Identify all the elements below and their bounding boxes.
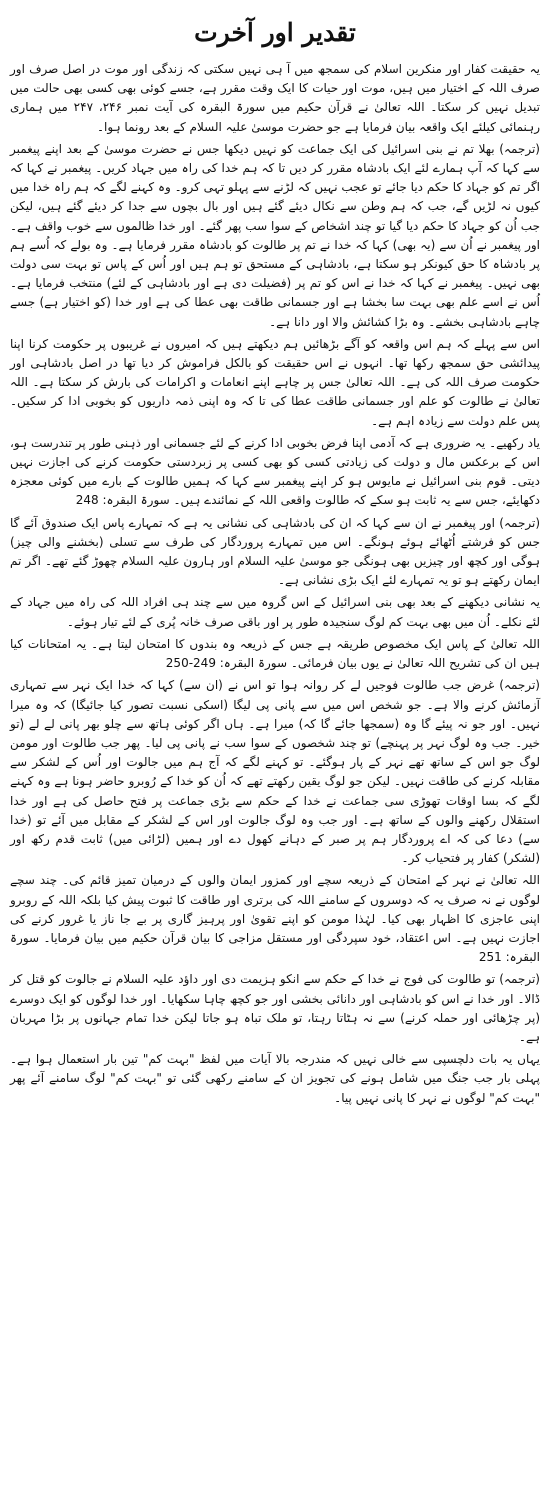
paragraph: اس سے پہلے کہ ہم اس واقعہ کو آگے بڑھائیں ہم دیکھتے ہیں کہ امیروں نے غریبوں پر حکومت کرنا اپنا پیدائشی حق سمجھ رکھا تھا۔ انہوں نے اس حقیقت کو بالکل فراموش کر دیا تھا در اصل بادشاہی اور حکومت صرف اللہ کی ہے۔ اللہ تعالیٰ جس پر چاہے اپنے انعامات و اکرامات کی بارش کر سکتا ہے۔ اللہ تعالیٰ نے طالوت کو علم اور جسمانی طاقت عطا کی تا کہ وہ اپنی ذمہ داریوں کو بخوبی ادا کر سکیں۔ پس علم دولت سے زیادہ اہم ہے۔ — [10, 336, 540, 428]
paragraph: یاد رکھیے۔ یہ ضروری ہے کہ آدمی اپنا فرض بخوبی ادا کرنے کے لئے جسمانی اور ذہنی طور پر تندرست ہو، اس کے برعکس مال و دولت کی زیادتی کسی کو بھی کسی پر زبردستی حکومت کرنے کی اجازت نہیں دیتی۔ قوم بنی اسرائیل نے مایوس ہو کر اپنے پیغمبر سے کہا کہ ہمیں طالوت کے بارے میں کوئی معجزہ دکھایئے، جس سے یہ ثابت ہو سکے کہ طالوت واقعی اللہ کے نمائندے ہیں۔ سورۃ البقرہ: 248 — [10, 435, 540, 508]
paragraph: (ترجمہ) تو طالوت کی فوج نے خدا کے حکم سے انکو ہزیمت دی اور داؤد علیہ السلام نے جالوت کو قتل کر ڈالا۔ اور خدا نے اس کو بادشاہی اور دانائی بخشی اور جو کچھ چاہا سکھایا۔ اور خدا لوگوں کو ایک دوسرے (پر چڑھائی اور حملہ کرنے) سے نہ ہٹاتا رہتا، تو ملک تباہ ہو جاتا لیکن خدا تمام جہانوں پر بڑا مہربان ہے۔ — [10, 972, 540, 1044]
paragraph: اللہ تعالیٰ کے پاس ایک مخصوص طریقہ ہے جس کے ذریعہ وہ بندوں کا امتحان لیتا ہے۔ یہ امتحانات کیا ہیں ان کی تشریح اللہ تعالیٰ نے یوں بیان فرمائی۔ سورۃ البقرہ: 249-250 — [10, 636, 540, 671]
paragraph: یہ نشانی دیکھنے کے بعد بھی بنی اسرائیل کے اس گروہ میں سے چند ہی افراد اللہ کی راہ میں جہاد کے لئے نکلے۔ اُن میں بھی بہت کم لوگ سنجیدہ طور پر اور باقی صرف خانہ پُری کے لئے تیار ہوئے۔ — [10, 595, 540, 629]
paragraph: یہاں یہ بات دلچسپی سے خالی نہیں کہ مندرجہ بالا آیات میں لفظ "بہت کم" تین بار استعمال ہوا ہے۔ پہلی بار جب جنگ میں شامل ہونے کی تجویز ان کے سامنے رکھی گئی تو "بہت کم" لوگ سامنے آئے پھر "بہت کم" لوگوں نے نہر کا پانی نہیں پیا۔ — [10, 1052, 540, 1105]
paragraph: یہ حقیقت کفار اور منکرین اسلام کی سمجھ میں آ ہی نہیں سکتی کہ زندگی اور موت در اصل صرف اور صرف اللہ کے اختیار میں ہیں، موت اور حیات کا ایک وقت مقرر ہے، جسے کوئی بھی کسی بھی حالت میں تبدیل نہیں کر سکتا۔ اللہ تعالیٰ نے قرآن حکیم میں سورۃ البقرہ کی آیت نمبر ۲۴۶، ۲۴۷ میں ہماری رہنمائی کیلئے ایک واقعہ بیان فرمایا ہے جو حضرت موسیٰ علیہ السلام کے بعد رونما ہوا۔ — [10, 62, 541, 134]
article-body — [10, 60, 540, 1108]
article-title: تقدیر اور آخرت — [194, 18, 356, 47]
paragraph: (ترجمہ) بھلا تم نے بنی اسرائیل کی ایک جماعت کو نہیں دیکھا جس نے حضرت موسیٰ کے بعد اپنے پیغمبر سے کہا کہ آپ ہمارے لئے ایک بادشاہ مقرر کر دیں تا کہ ہم خدا کی راہ میں جہاد کریں۔ پیغمبر نے کہا کہ اگر تم کو جہاد کا حکم دیا جائے تو عجب نہیں کہ لڑنے سے پہلو تہی کرو۔ وہ کہنے لگے کہ ہم راہ خدا میں کیوں نہ لڑیں گے، جب کہ ہم وطن سے نکال دیئے گئے ہیں اور بال بچوں سے جدا کر دیئے گئے ہیں، لیکن جب اُن کو جہاد کا حکم دیا گیا تو چند اشخاص کے سوا سب پھر گئے۔ اور خدا ظالموں سے خوب واقف ہے۔ اور پیغمبر نے اُن سے (یہ بھی) کہا کہ خدا نے تم پر طالوت کو بادشاہ مقرر فرمایا ہے۔ وہ بولے کہ اُسے ہم پر بادشاہ کا حق کیونکر ہو سکتا ہے، بادشاہی کے مستحق تو ہم ہیں اور اُس کے پاس تو بہت سی دولت بھی نہیں۔ پیغمبر نے کہا کہ خدا نے اس کو تم پر (فضیلت دی ہے اور بادشاہی کے لئے) منتخب فرمایا ہے۔ اُس نے اسے علم بھی بہت سا بخشا ہے اور جسمانی طاقت بھی عطا کی ہے اور خدا (کو اختیار ہے) جسے چاہے بادشاہی بخشے۔ وہ بڑا کشائش والا اور دانا ہے۔ — [10, 141, 540, 329]
paragraph: (ترجمہ) غرض جب طالوت فوجیں لے کر روانہ ہوا تو اس نے (ان سے) کہا کہ خدا ایک نہر سے تمہاری آزمائش کرنے والا ہے۔ جو شخص اس میں سے پانی پی لیگا (اسکی نسبت تصور کیا جائیگا) کہ وہ میرا نہیں۔ اور جو نہ پیئے گا وہ (سمجھا جائے گا کہ) میرا ہے۔ ہاں اگر کوئی ہاتھ سے چلو بھر پانی لے لے (تو خیر۔ جب وہ لوگ نہر پر پہنچے) تو چند شخصوں کے سوا سب نے پانی پی لیا۔ پھر جب طالوت اور مومن لوگ جو اس کے ساتھ تھے نہر کے پار ہوگئے۔ تو کہنے لگے کہ آج ہم میں جالوت اور اُس کے لشکر سے مقابلہ کرنے کی طاقت نہیں۔ لیکن جو لوگ یقین رکھتے تھے کہ اُن کو خدا کے رُوبرو حاضر ہونا ہے وہ کہنے لگے کہ بسا اوقات تھوڑی سی جماعت نے خدا کے حکم سے بڑی جماعت پر فتح حاصل کی ہے اور خدا استقلال رکھنے والوں کے ساتھ ہے۔ اور جب وہ لوگ جالوت اور اس کے لشکر کے مقابل میں آئے تو (خدا سے) دعا کی کہ اے پروردگار ہم پر صبر کے دہانے کھول دے اور ہمیں (لڑائی میں) ثابت قدم رکھ اور (لشکر) کفار پر فتحیاب کر۔ — [10, 678, 540, 866]
paragraph: (ترجمہ) اور پیغمبر نے ان سے کہا کہ ان کی بادشاہی کی نشانی یہ ہے کہ تمہارے پاس ایک صندوق آئے گا جس کو فرشتے اُٹھائے ہوئے ہونگے۔ اس میں تمہارے پروردگار کی طرف سے تسلی (بخشنے والی چیز) ہوگی اور کچھ اور چیزیں بھی ہونگی جو موسیٰ علیہ السلام اور ہارون علیہ السلام چھوڑ گئے تھے۔ اگر تم ایمان رکھتے ہو تو یہ تمہارے لئے ایک بڑی نشانی ہے۔ — [10, 515, 540, 588]
paragraph: اللہ تعالیٰ نے نہر کے امتحان کے ذریعہ سچے اور کمزور ایمان والوں کے درمیان تمیز قائم کی۔ چند سچے لوگوں نے نہ صرف یہ کہ دوسروں کے سامنے اللہ کی برتری اور طاقت کا ثبوت پیش کیا بلکہ اللہ کے روبرو اپنی عاجزی کا اظہار بھی کیا۔ لہٰذا مومن کو اپنے تقویٰ اور پرہیز گاری پر بے جا ناز یا غرور کرنے کی اجازت نہیں ہے۔ اس اعتقاد، خود سپردگی اور مستقل مزاجی کا بیان قرآن حکیم میں بیان فرمایا۔ سورۃ البقرہ: 251 — [10, 873, 540, 965]
